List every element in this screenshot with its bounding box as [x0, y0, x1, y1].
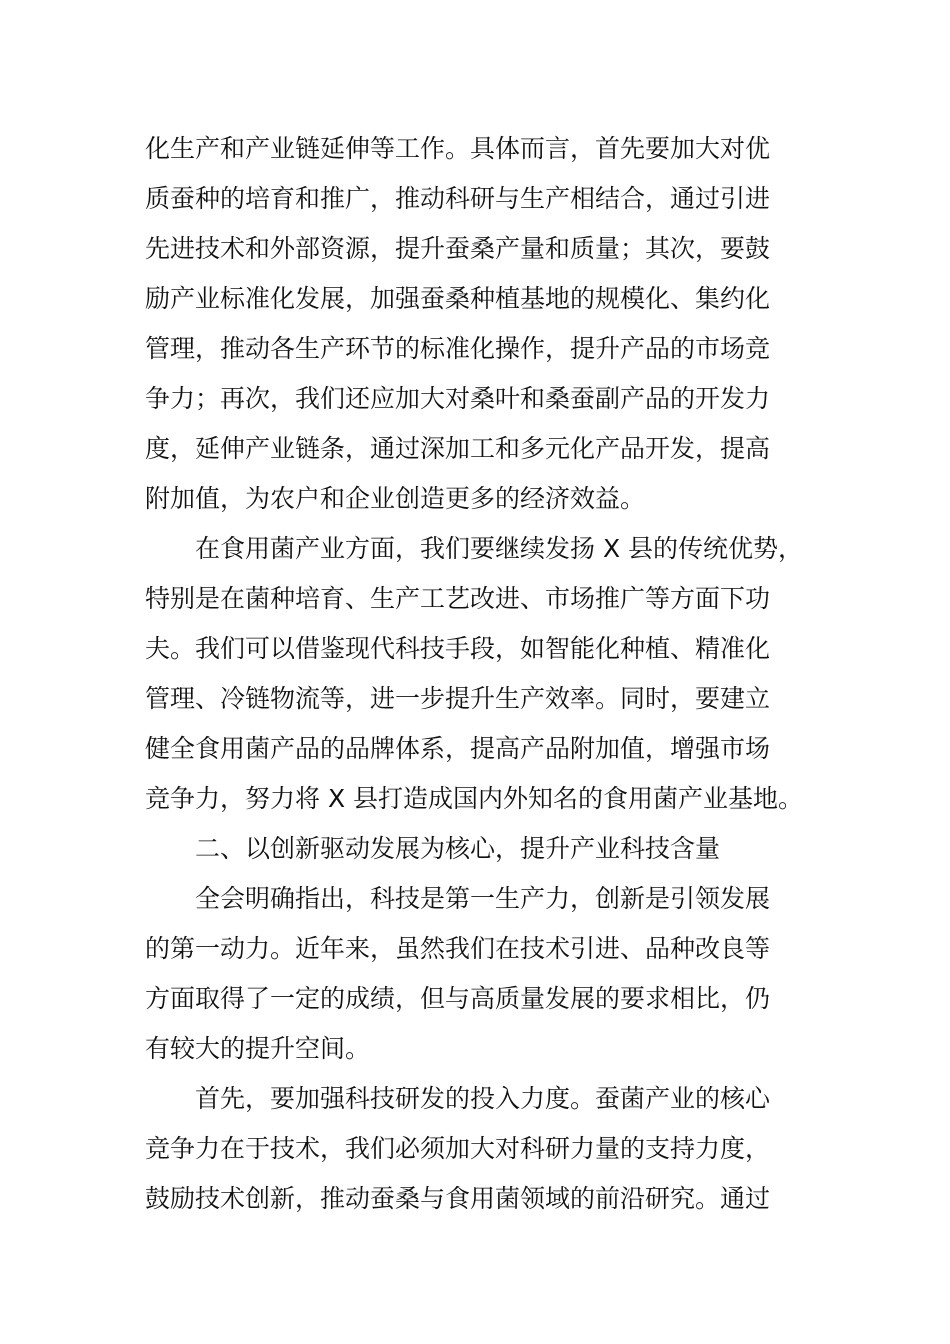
text-line: 争力；再次，我们还应加大对桑叶和桑蚕副产品的开发力 — [145, 384, 771, 413]
text-line: 附加值，为农户和企业创造更多的经济效益。 — [145, 484, 646, 513]
text-line: 方面取得了一定的成绩，但与高质量发展的要求相比，仍 — [145, 984, 771, 1013]
text-line: 度，延伸产业链条，通过深加工和多元化产品开发，提高 — [145, 434, 771, 463]
document-body — [145, 124, 810, 1224]
text-line: 竞争力在于技术，我们必须加大对科研力量的支持力度， — [145, 1134, 771, 1163]
text-line: 管理，推动各生产环节的标准化操作，提升产品的市场竞 — [145, 334, 771, 363]
text-line: 健全食用菌产品的品牌体系，提高产品附加值，增强市场 — [145, 734, 771, 763]
paragraph-start-line: 在食用菌产业方面，我们要继续发扬 X 县的传统优势， — [195, 534, 804, 563]
text-line: 有较大的提升空间。 — [145, 1034, 371, 1063]
paragraph-start-line: 首先，要加强科技研发的投入力度。蚕菌产业的核心 — [195, 1084, 771, 1113]
text-line: 先进技术和外部资源，提升蚕桑产量和质量；其次，要鼓 — [145, 234, 771, 263]
text-line: 管理、冷链物流等，进一步提升生产效率。同时，要建立 — [145, 684, 771, 713]
text-line: 的第一动力。近年来，虽然我们在技术引进、品种改良等 — [145, 934, 771, 963]
text-line: 励产业标准化发展，加强蚕桑种植基地的规模化、集约化 — [145, 284, 771, 313]
section-heading: 二、以创新驱动发展为核心，提升产业科技含量 — [195, 834, 721, 863]
text-line: 化生产和产业链延伸等工作。具体而言，首先要加大对优 — [145, 134, 771, 163]
text-line: 鼓励技术创新，推动蚕桑与食用菌领域的前沿研究。通过 — [145, 1184, 771, 1213]
paragraph-start-line: 全会明确指出，科技是第一生产力，创新是引领发展 — [195, 884, 771, 913]
text-line: 夫。我们可以借鉴现代科技手段，如智能化种植、精准化 — [145, 634, 771, 663]
text-line: 特别是在菌种培育、生产工艺改进、市场推广等方面下功 — [145, 584, 771, 613]
text-line: 竞争力，努力将 X 县打造成国内外知名的食用菌产业基地。 — [145, 784, 804, 813]
text-line: 质蚕种的培育和推广，推动科研与生产相结合，通过引进 — [145, 184, 771, 213]
